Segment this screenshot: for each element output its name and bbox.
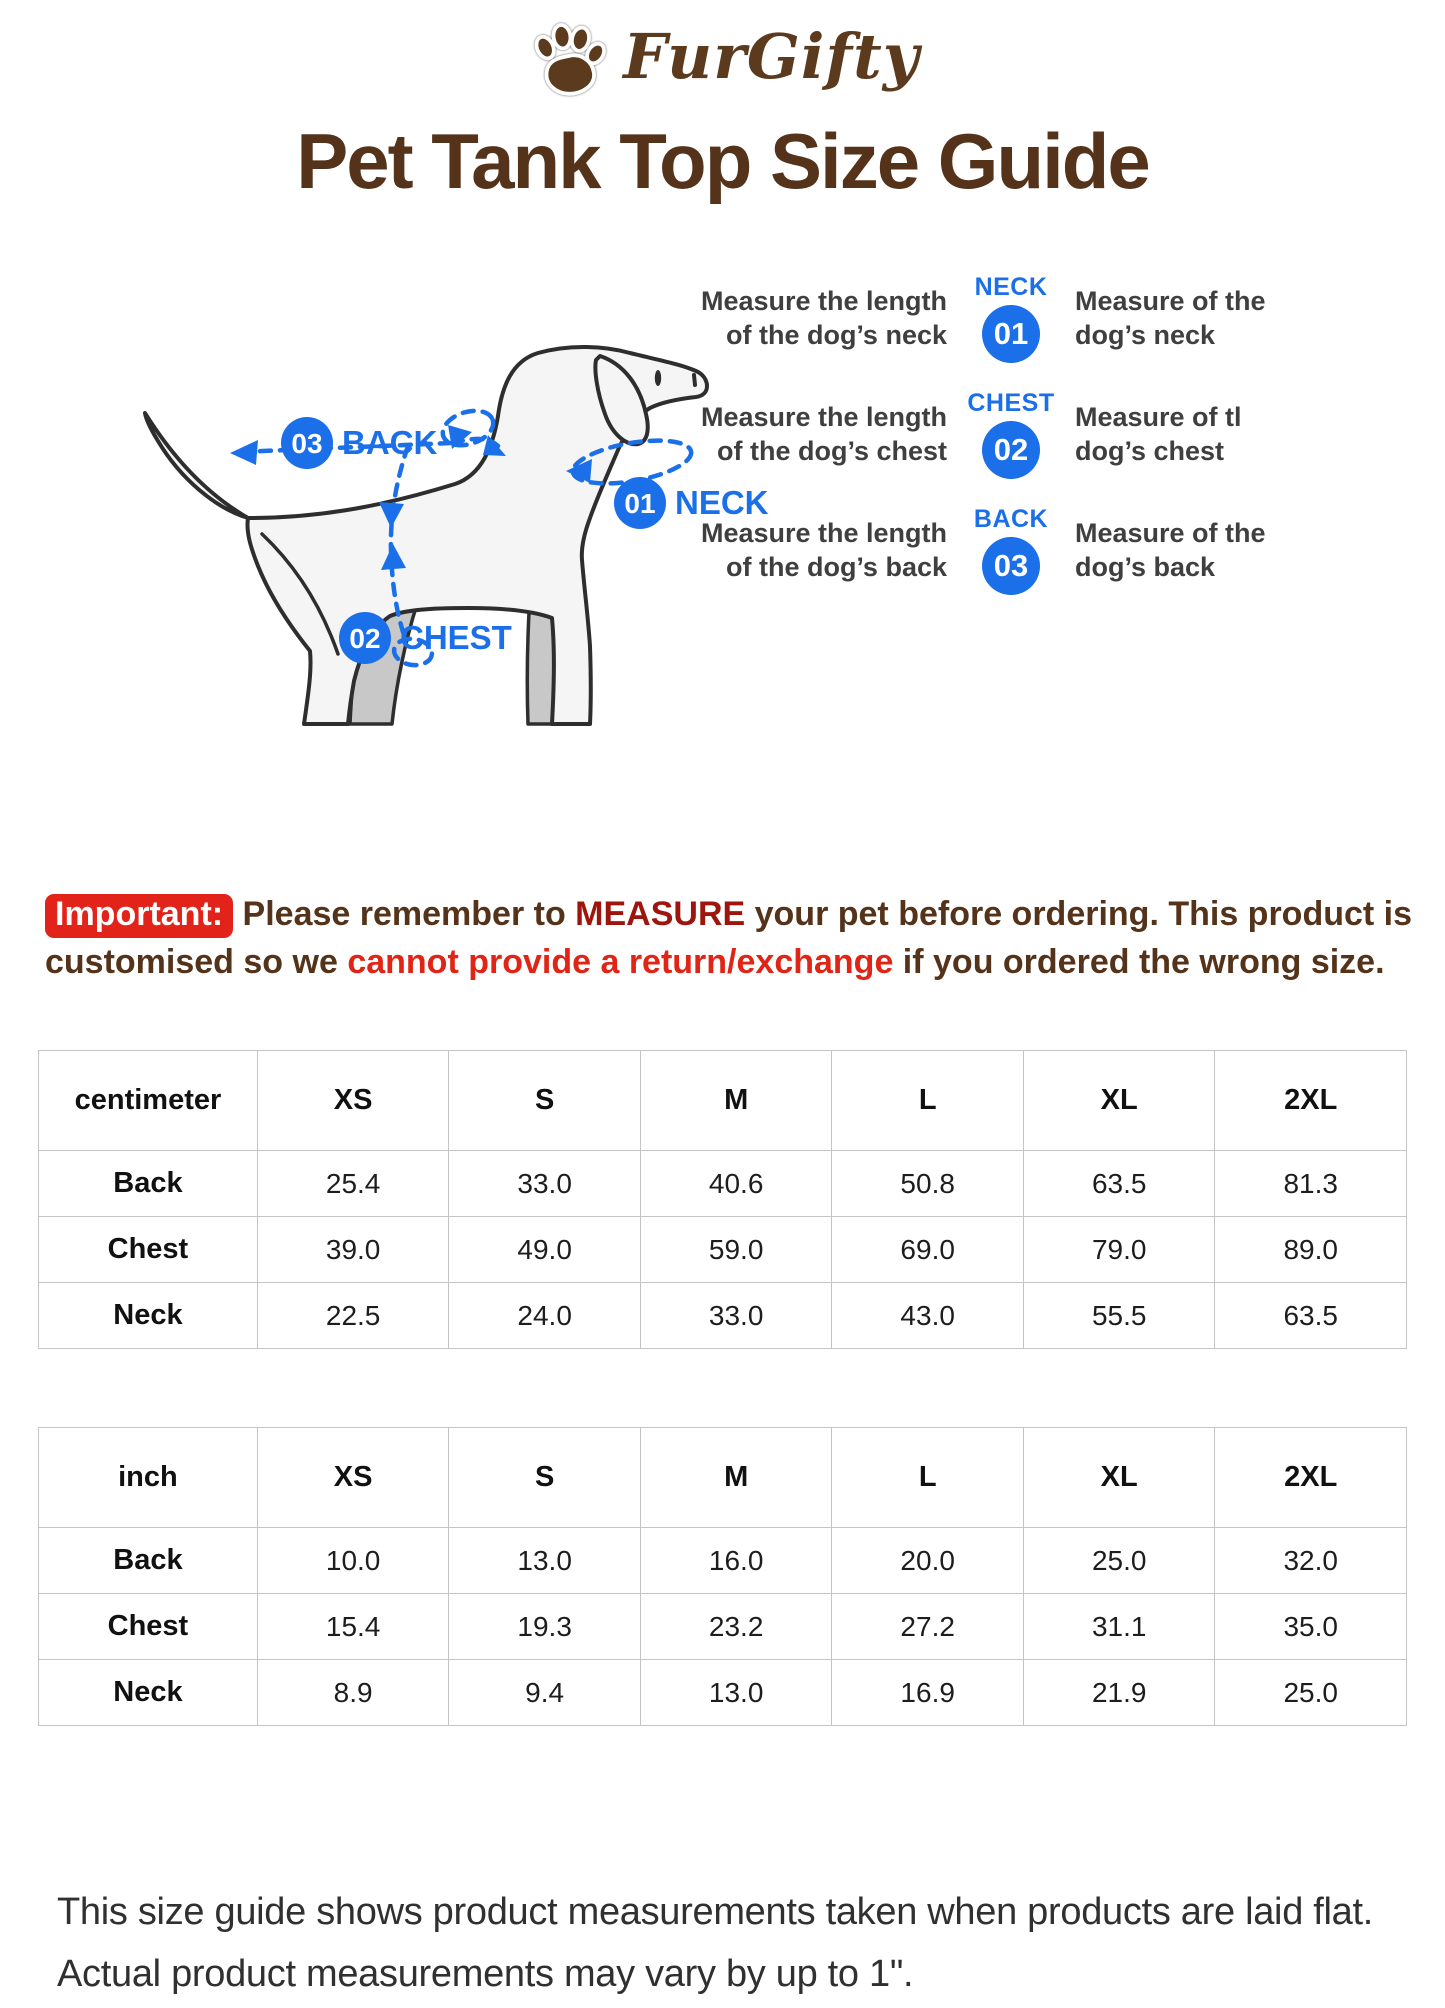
row-label: Neck	[39, 1660, 258, 1726]
badge-neck-label: NECK	[675, 484, 769, 521]
instruction-line: of the dog’s chest	[716, 436, 947, 466]
measurement-cell: 50.8	[832, 1151, 1024, 1217]
badge-label: NECK	[974, 273, 1048, 301]
instruction-line: Measure the length	[700, 402, 947, 432]
measurement-cell: 21.9	[1023, 1660, 1215, 1726]
footer-note: This size guide shows product measurements taken when products are laid flat. Actual product measurements may vary by up to 1".	[57, 1891, 1374, 1995]
measurement-cell: 89.0	[1215, 1217, 1407, 1283]
instruction-line: Measure the length	[700, 518, 947, 548]
size-table-body	[39, 1051, 1407, 1349]
table-header-row	[39, 1051, 1407, 1151]
badge-back-number: 03	[291, 428, 323, 459]
badge-chest-label: CHEST	[400, 619, 512, 656]
important-highlight-measure: MEASURE	[575, 895, 746, 933]
instruction-left-text	[585, 400, 961, 468]
measurement-cell: 63.5	[1215, 1283, 1407, 1349]
size-table-inch	[38, 1427, 1407, 1726]
brand-name: FurGifty	[623, 19, 920, 93]
size-column-header: 2XL	[1215, 1428, 1407, 1528]
instruction-line: Measure of the	[1075, 286, 1266, 316]
page-title: Pet Tank Top Size Guide	[296, 117, 1149, 205]
measurement-cell: 24.0	[449, 1283, 641, 1349]
table-unit-header: centimeter	[39, 1051, 258, 1151]
table-row	[39, 1660, 1407, 1726]
important-note	[45, 890, 1425, 986]
measurement-cell: 55.5	[1023, 1283, 1215, 1349]
measurement-cell: 23.2	[640, 1594, 832, 1660]
size-column-header: XL	[1023, 1051, 1215, 1151]
instruction-line: Measure the length	[700, 286, 947, 316]
table-header-row	[39, 1428, 1407, 1528]
badge-back-label: BACK	[342, 424, 438, 461]
important-highlight-return: cannot provide a return/exchange	[347, 943, 894, 981]
measurement-cell: 69.0	[832, 1217, 1024, 1283]
badge-label: CHEST	[967, 389, 1055, 417]
badge-label: BACK	[973, 505, 1049, 533]
instruction-left-text	[585, 516, 961, 584]
instruction-line: Measure of the	[1075, 518, 1266, 548]
instruction-row-back	[585, 498, 1437, 602]
table-unit-header: inch	[39, 1428, 258, 1528]
measurement-cell: 33.0	[640, 1283, 832, 1349]
badge-number-circle: 01	[982, 305, 1040, 363]
measurement-cell: 31.1	[1023, 1594, 1215, 1660]
size-table-centimeter	[38, 1050, 1407, 1349]
measurement-cell: 25.0	[1215, 1660, 1407, 1726]
measurement-cell: 81.3	[1215, 1151, 1407, 1217]
measurement-cell: 19.3	[449, 1594, 641, 1660]
instruction-right-text	[1061, 400, 1437, 468]
badge-chest-number: 02	[349, 623, 381, 654]
instruction-badge	[961, 505, 1061, 595]
important-text: your pet before ordering. This product is customised so we	[45, 895, 1413, 981]
size-column-header: L	[832, 1428, 1024, 1528]
size-column-header: S	[449, 1428, 641, 1528]
table-row	[39, 1528, 1407, 1594]
measurement-cell: 13.0	[640, 1660, 832, 1726]
instruction-right-text	[1061, 516, 1437, 584]
measurement-cell: 10.0	[257, 1528, 449, 1594]
table-row	[39, 1217, 1407, 1283]
paw-icon	[525, 14, 609, 98]
size-column-header: M	[640, 1428, 832, 1528]
row-label: Back	[39, 1151, 258, 1217]
measurement-cell: 32.0	[1215, 1528, 1407, 1594]
measurement-cell: 59.0	[640, 1217, 832, 1283]
badge-number-circle: 02	[982, 421, 1040, 479]
instruction-row-chest	[585, 382, 1437, 486]
measurement-cell: 33.0	[449, 1151, 641, 1217]
row-label: Chest	[39, 1217, 258, 1283]
measurement-cell: 43.0	[832, 1283, 1024, 1349]
instruction-badge	[961, 389, 1061, 479]
table-row	[39, 1594, 1407, 1660]
size-column-header: M	[640, 1051, 832, 1151]
instruction-right-text	[1061, 284, 1437, 352]
row-label: Chest	[39, 1594, 258, 1660]
header	[0, 14, 1445, 98]
measurement-cell: 39.0	[257, 1217, 449, 1283]
row-label: Back	[39, 1528, 258, 1594]
measurement-cell: 16.0	[640, 1528, 832, 1594]
measurement-cell: 63.5	[1023, 1151, 1215, 1217]
instruction-line: dog’s neck	[1075, 320, 1216, 350]
badge-number-circle: 03	[982, 537, 1040, 595]
measurement-cell: 9.4	[449, 1660, 641, 1726]
instruction-list	[585, 266, 1437, 602]
important-badge: Important:	[45, 894, 233, 938]
measurement-cell: 35.0	[1215, 1594, 1407, 1660]
measurement-cell: 16.9	[832, 1660, 1024, 1726]
measurement-cell: 22.5	[257, 1283, 449, 1349]
size-column-header: 2XL	[1215, 1051, 1407, 1151]
important-text: Please remember to	[233, 895, 576, 933]
instruction-left-text	[585, 284, 961, 352]
instruction-line: dog’s back	[1075, 552, 1216, 582]
measurement-cell: 25.4	[257, 1151, 449, 1217]
measurement-cell: 79.0	[1023, 1217, 1215, 1283]
measurement-cell: 13.0	[449, 1528, 641, 1594]
badge-neck-number: 01	[624, 488, 656, 519]
measurement-cell: 25.0	[1023, 1528, 1215, 1594]
table-row	[39, 1151, 1407, 1217]
size-column-header: S	[449, 1051, 641, 1151]
measurement-cell: 49.0	[449, 1217, 641, 1283]
important-text: if you ordered the wrong size.	[893, 943, 1385, 981]
size-column-header: L	[832, 1051, 1024, 1151]
size-column-header: XS	[257, 1051, 449, 1151]
measurement-cell: 8.9	[257, 1660, 449, 1726]
instruction-line: of the dog’s neck	[725, 320, 947, 350]
size-column-header: XL	[1023, 1428, 1215, 1528]
size-column-header: XS	[257, 1428, 449, 1528]
instruction-row-neck	[585, 266, 1437, 370]
instruction-line: Measure of tl	[1075, 402, 1242, 432]
instruction-line: dog’s chest	[1075, 436, 1225, 466]
measurement-cell: 40.6	[640, 1151, 832, 1217]
table-row	[39, 1283, 1407, 1349]
row-label: Neck	[39, 1283, 258, 1349]
measurement-cell: 27.2	[832, 1594, 1024, 1660]
instruction-line: of the dog’s back	[725, 552, 947, 582]
measurement-cell: 20.0	[832, 1528, 1024, 1594]
instruction-badge	[961, 273, 1061, 363]
size-table-body	[39, 1428, 1407, 1726]
measurement-cell: 15.4	[257, 1594, 449, 1660]
